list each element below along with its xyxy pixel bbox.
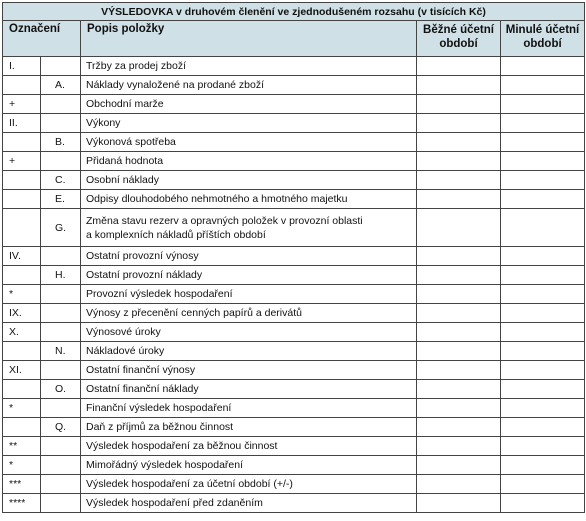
row-description [81,494,417,513]
row-code-secondary [41,494,81,513]
cell-current-period [417,171,501,190]
table-row [3,57,585,76]
row-code-primary: * [3,456,41,475]
cell-previous-period [501,114,585,133]
row-description-text: Výsledek hospodaření za účetní období (+/-) [86,478,293,490]
row-code-primary: I. [3,57,41,76]
cell-current-period [417,437,501,456]
row-description-text: Tržby za prodej zboží [86,60,186,72]
cell-current-period [417,399,501,418]
cell-current-period [417,57,501,76]
row-description-text: Obchodní marže [86,98,164,110]
row-description [81,76,417,95]
row-code-secondary: A. [41,76,81,95]
income-statement-table [2,2,585,513]
row-description-text: Změna stavu rezerv a opravných položek v provozní oblasti [86,214,363,227]
row-code-secondary: H. [41,266,81,285]
table-row [3,342,585,361]
header-minule: Minulé účetní období [501,21,585,57]
row-code-secondary [41,247,81,266]
cell-previous-period [501,95,585,114]
row-code-primary: *** [3,475,41,494]
table-row [3,190,585,209]
table-row [3,361,585,380]
row-description-text: Ostatní provozní výnosy [86,250,199,262]
row-description [81,57,417,76]
row-description-text: Výnosy z přecenění cenných papírů a derivátů [86,307,302,319]
cell-previous-period [501,494,585,513]
row-code-primary [3,76,41,95]
row-description-text: Přidaná hodnota [86,155,164,167]
row-code-secondary [41,437,81,456]
cell-previous-period [501,266,585,285]
row-code-primary: + [3,152,41,171]
row-code-primary: IV. [3,247,41,266]
row-code-secondary [41,304,81,323]
row-code-primary [3,190,41,209]
row-code-secondary [41,361,81,380]
table-row [3,494,585,513]
table-row [3,323,585,342]
table-row [3,209,585,247]
row-description [81,133,417,152]
cell-previous-period [501,190,585,209]
row-description [81,95,417,114]
cell-current-period [417,133,501,152]
header-bezne: Běžné účetní období [417,21,501,57]
row-code-secondary [41,399,81,418]
row-code-secondary [41,456,81,475]
table-title: VÝSLEDOVKA v druhovém členění ve zjednodušeném rozsahu (v tisících Kč) [3,3,585,21]
row-description [81,399,417,418]
row-code-secondary: B. [41,133,81,152]
cell-previous-period [501,418,585,437]
cell-previous-period [501,152,585,171]
row-code-primary: * [3,399,41,418]
table-row [3,304,585,323]
row-code-secondary [41,114,81,133]
cell-previous-period [501,456,585,475]
row-description [81,152,417,171]
row-description [81,456,417,475]
row-description [81,323,417,342]
table-row [3,285,585,304]
cell-previous-period [501,304,585,323]
row-code-secondary [41,152,81,171]
cell-previous-period [501,76,585,95]
row-code-primary: * [3,285,41,304]
table-row [3,418,585,437]
row-code-secondary [41,57,81,76]
row-description [81,266,417,285]
cell-current-period [417,494,501,513]
table-row [3,95,585,114]
row-description-text: Ostatní finanční náklady [86,383,199,395]
cell-previous-period [501,399,585,418]
cell-current-period [417,76,501,95]
cell-previous-period [501,361,585,380]
row-description-text: Daň z příjmů za běžnou činnost [86,421,234,433]
row-code-primary [3,171,41,190]
row-description [81,418,417,437]
row-code-primary [3,266,41,285]
table-row [3,152,585,171]
cell-previous-period [501,209,585,247]
row-code-secondary [41,475,81,494]
row-description [81,209,417,247]
table-row [3,266,585,285]
table-row [3,475,585,494]
row-code-primary: X. [3,323,41,342]
cell-current-period [417,190,501,209]
row-description-text-cont: a komplexních nákladů příštích období [86,228,266,241]
row-description-text: Mimořádný výsledek hospodaření [86,459,243,471]
cell-current-period [417,323,501,342]
row-description-text: Osobní náklady [86,174,159,186]
table-row [3,133,585,152]
row-description-text: Ostatní finanční výnosy [86,364,196,376]
row-description-text: Náklady vynaložené na prodané zboží [86,79,265,91]
cell-current-period [417,456,501,475]
row-code-secondary [41,323,81,342]
row-description [81,171,417,190]
cell-current-period [417,418,501,437]
row-description-text: Výkony [86,117,121,129]
row-code-secondary [41,95,81,114]
header-popis: Popis položky [81,21,417,57]
cell-previous-period [501,475,585,494]
cell-current-period [417,475,501,494]
table-row [3,380,585,399]
row-code-primary [3,380,41,399]
row-description-text: Provozní výsledek hospodaření [86,288,233,300]
row-description-text: Finanční výsledek hospodaření [86,402,232,414]
row-description [81,475,417,494]
row-code-primary: **** [3,494,41,513]
row-description [81,190,417,209]
cell-current-period [417,209,501,247]
cell-current-period [417,285,501,304]
row-description [81,304,417,323]
row-description [81,285,417,304]
cell-previous-period [501,285,585,304]
table-row [3,437,585,456]
cell-previous-period [501,342,585,361]
cell-previous-period [501,57,585,76]
row-description [81,247,417,266]
cell-current-period [417,247,501,266]
row-code-secondary: Q. [41,418,81,437]
row-code-primary: ** [3,437,41,456]
table-row [3,247,585,266]
header-oznaceni: Označení [3,21,81,57]
cell-previous-period [501,437,585,456]
cell-previous-period [501,380,585,399]
row-code-primary: IX. [3,304,41,323]
row-code-primary: + [3,95,41,114]
row-code-primary [3,133,41,152]
table-row [3,114,585,133]
row-description [81,114,417,133]
cell-current-period [417,342,501,361]
row-code-secondary: G. [41,209,81,247]
cell-current-period [417,114,501,133]
row-code-secondary: N. [41,342,81,361]
row-description-text: Výsledek hospodaření za běžnou činnost [86,440,278,452]
row-code-primary: II. [3,114,41,133]
row-description [81,437,417,456]
row-description [81,361,417,380]
row-code-primary [3,342,41,361]
row-description [81,380,417,399]
row-code-secondary: O. [41,380,81,399]
row-description-text: Nákladové úroky [86,345,165,357]
row-code-secondary: E. [41,190,81,209]
row-code-primary [3,209,41,247]
row-description-text: Odpisy dlouhodobého nehmotného a hmotného majetku [86,193,348,205]
row-description-text: Výkonová spotřeba [86,136,176,148]
row-description-text: Výsledek hospodaření před zdaněním [86,497,263,509]
cell-current-period [417,380,501,399]
row-code-secondary [41,285,81,304]
row-description [81,342,417,361]
row-code-secondary: C. [41,171,81,190]
row-description-text: Výnosové úroky [86,326,161,338]
cell-current-period [417,95,501,114]
row-code-primary: XI. [3,361,41,380]
table-row [3,76,585,95]
cell-previous-period [501,323,585,342]
table-row [3,399,585,418]
cell-current-period [417,266,501,285]
cell-previous-period [501,133,585,152]
cell-current-period [417,152,501,171]
cell-current-period [417,304,501,323]
cell-previous-period [501,171,585,190]
table-row [3,171,585,190]
cell-current-period [417,361,501,380]
row-code-primary [3,418,41,437]
row-description-text: Ostatní provozní náklady [86,269,203,281]
table-row [3,456,585,475]
cell-previous-period [501,247,585,266]
